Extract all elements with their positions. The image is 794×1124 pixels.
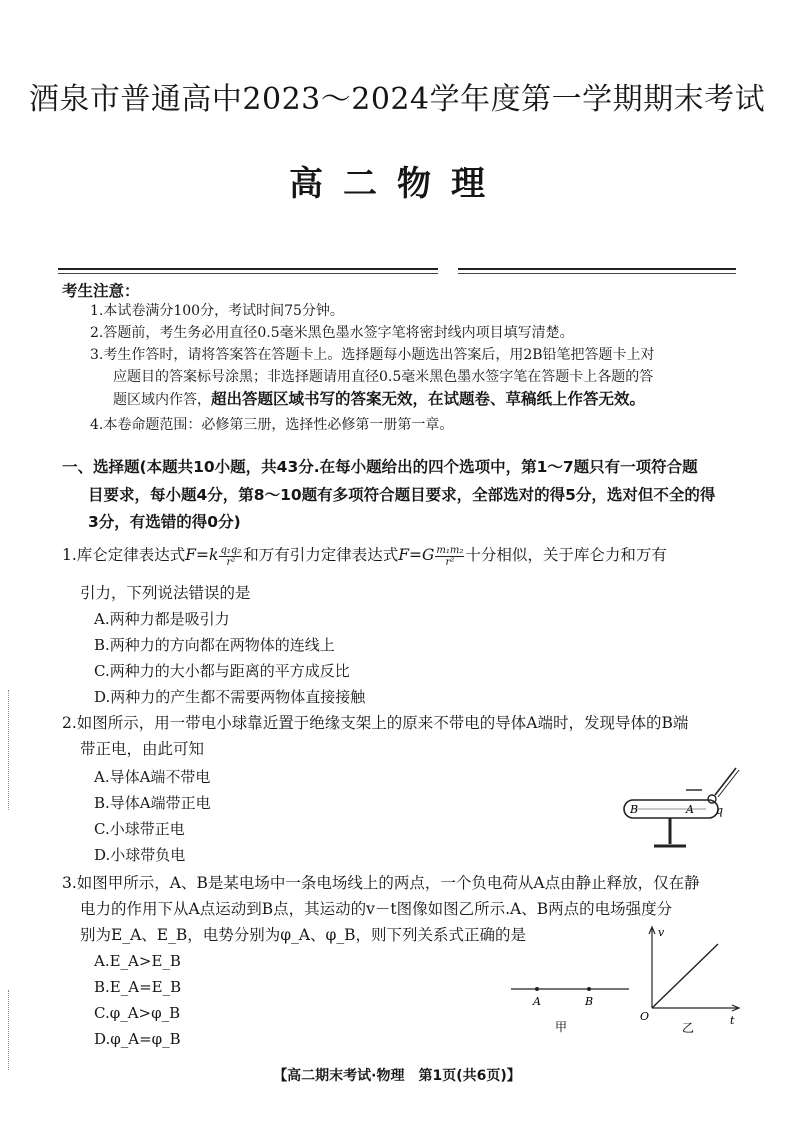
q1-option-b: B.两种力的方向都在两物体的连线上 <box>94 636 335 654</box>
gravity-numerator: m₁m₂ <box>436 544 464 556</box>
coulomb-denominator: r² <box>226 556 236 568</box>
q1-text: 和万有引力定律表达式 <box>243 546 399 564</box>
section-heading: 一、选择题(本题共10小题，共43分.在每小题给出的四个选项中，第1～7题只有一项符合题 <box>62 458 698 476</box>
margin-dotted-line <box>8 990 9 1070</box>
q2-option-b: B.导体A端带正电 <box>94 794 211 812</box>
label-v: v <box>658 926 665 939</box>
q3-figure-jia <box>505 975 635 1037</box>
divider-right <box>458 268 736 270</box>
point-a <box>535 987 539 991</box>
q2-option-a: A.导体A端不带电 <box>94 768 211 786</box>
q1-text: 十分相似，关于库仑力和万有 <box>465 546 667 564</box>
caption-jia: 甲 <box>555 1020 568 1034</box>
gravity-fraction <box>435 545 464 568</box>
page-footer: 【高二期末考试·物理 第1页(共6页)】 <box>273 1068 521 1084</box>
divider-right-thin <box>458 273 736 274</box>
notice-emphasis: 超出答题区域书写的答案无效，在试题卷、草稿纸上作答无效。 <box>211 390 646 408</box>
insulating-rod-edge <box>718 770 739 797</box>
section-heading: 目要求，每小题4分，第8～10题有多项符合题目要求，全部选对的得5分，选对但不全的得 <box>88 486 716 504</box>
label-b: B <box>630 803 639 816</box>
vt-line <box>652 944 718 1008</box>
q1-option-d: D.两种力的产生都不需要两物体直接接触 <box>94 688 366 706</box>
subject-title: 高二物理 <box>289 164 505 204</box>
divider-left <box>58 268 438 270</box>
q1-option-a: A.两种力都是吸引力 <box>94 610 230 628</box>
notice-item: 应题目的答案标号涂黑；非选择题请用直径0.5毫米黑色墨水签字笔在答题卡上各题的答 <box>113 369 654 385</box>
margin-dotted-line <box>8 690 9 810</box>
label-point-b: B <box>585 995 594 1008</box>
point-b <box>587 987 591 991</box>
label-point-a: A <box>533 995 541 1008</box>
question-2-stem: 2.如图所示，用一带电小球靠近置于绝缘支架上的原来不带电的导体A端时，发现导体的B端 <box>62 714 689 732</box>
notice-item: 1.本试卷满分100分，考试时间75分钟。 <box>90 303 344 319</box>
coulomb-formula-lhs: F=k <box>185 546 219 564</box>
label-q: q <box>716 804 724 817</box>
q2-option-d: D.小球带负电 <box>94 846 186 864</box>
q1-option-c: C.两种力的大小都与距离的平方成反比 <box>94 662 350 680</box>
gravity-formula-lhs: F=G <box>398 546 435 564</box>
q2-option-c: C.小球带正电 <box>94 820 185 838</box>
caption-yi: 乙 <box>682 1021 695 1035</box>
q1-text: 1.库仑定律表达式 <box>62 546 186 564</box>
label-origin: O <box>640 1010 650 1023</box>
notice-title: 考生注意： <box>62 282 140 300</box>
question-3-line2: 电力的作用下从A点运动到B点，其运动的v－t图像如图乙所示.A、B两点的电场强度分 <box>80 900 673 918</box>
notice-item-text: 题区域内作答， <box>113 392 211 408</box>
coulomb-numerator: q₁q₂ <box>220 544 242 556</box>
question-1-line2: 引力，下列说法错误的是 <box>80 584 251 602</box>
q3-option-d: D.φ_A=φ_B <box>94 1030 181 1048</box>
notice-item: 4.本卷命题范围：必修第三册，选择性必修第一册第一章。 <box>90 417 454 433</box>
notice-item: 3.考生作答时，请将答案答在答题卡上。选择题每小题选出答案后，用2B铅笔把答题卡上对 <box>90 347 655 363</box>
question-1-stem <box>62 542 667 568</box>
q2-figure <box>610 760 750 864</box>
q3-option-c: C.φ_A>φ_B <box>94 1004 181 1022</box>
notice-item: 2.答题前，考生务必用直径0.5毫米黑色墨水签字笔将密封线内项目填写清楚。 <box>90 325 574 341</box>
label-t: t <box>730 1014 735 1027</box>
exam-title: 酒泉市普通高中2023～2024学年度第一学期期末考试 <box>28 82 766 117</box>
insulating-rod <box>715 768 736 795</box>
divider-left-thin <box>58 273 438 274</box>
gravity-denominator: r² <box>445 556 455 568</box>
charged-ball <box>708 795 716 803</box>
q3-option-a: A.E_A>E_B <box>94 952 181 970</box>
section-heading: 3分，有选错的得0分) <box>88 513 241 531</box>
coulomb-fraction <box>219 545 242 568</box>
q3-figure-yi <box>634 922 754 1040</box>
question-3-stem: 3.如图甲所示，A、B是某电场中一条电场线上的两点，一个负电荷从A点由静止释放，仅在静 <box>62 874 700 892</box>
notice-item <box>113 388 645 411</box>
question-3-line3: 别为E_A、E_B，电势分别为φ_A、φ_B，则下列关系式正确的是 <box>80 926 527 944</box>
label-a: A <box>686 803 694 816</box>
q3-option-b: B.E_A=E_B <box>94 978 182 996</box>
question-2-line2: 带正电，由此可知 <box>80 740 205 758</box>
